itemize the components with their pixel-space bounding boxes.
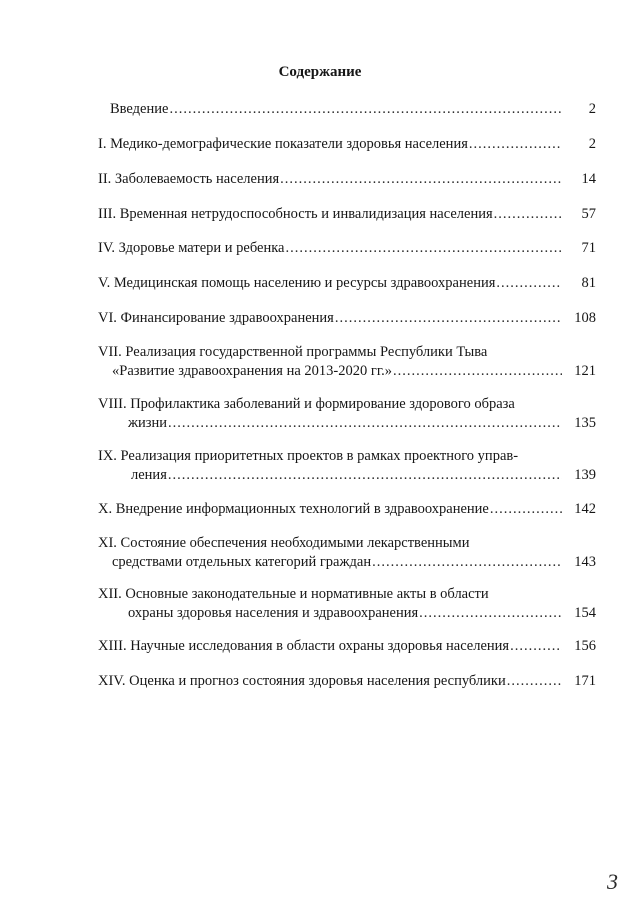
- toc-entry-page: 156: [574, 638, 596, 654]
- toc-entry-page: 135: [574, 415, 596, 431]
- toc-entry-title: VI. Финансирование здравоохранения: [98, 310, 334, 326]
- toc-entry-title: X. Внедрение информационных технологий в здравоохранение: [98, 501, 489, 517]
- toc-entry-introduction: [98, 100, 596, 119]
- toc-entry-page: 139: [574, 467, 596, 483]
- toc-entry-title: V. Медицинская помощь населению и ресурсы здравоохранения: [98, 275, 496, 291]
- toc-entry-title: «Развитие здравоохранения на 2013-2020 гг.»: [112, 363, 393, 379]
- toc-entry-page: 2: [588, 101, 596, 117]
- toc-entry-page: 71: [581, 240, 596, 256]
- toc-entry-page: 14: [581, 171, 596, 187]
- toc-entry-title: I. Медико-демографические показатели здоровья населения: [98, 136, 468, 152]
- toc-entry-section-10: [98, 500, 596, 519]
- toc-entry-title: II. Заболеваемость населения: [98, 171, 280, 187]
- toc-entry-title-line: VIII. Профилактика заболеваний и формирование здорового образа: [98, 396, 515, 412]
- toc-entry-section-14: [98, 672, 596, 691]
- toc-entry-page: 57: [581, 206, 596, 222]
- toc-entry-section-12: [98, 585, 596, 623]
- toc-entry-page: 143: [574, 554, 596, 570]
- toc-entry-page: 171: [574, 673, 596, 689]
- toc-entry-title: жизни: [128, 415, 168, 431]
- toc-entry-title-line: XI. Состояние обеспечения необходимыми лекарственными: [98, 535, 470, 551]
- toc-entry-title-line: VII. Реализация государственной программы Республики Тыва: [98, 344, 488, 360]
- toc-entry-section-1: [98, 135, 596, 154]
- toc-entry-title: XIV. Оценка и прогноз состояния здоровья населения республики: [98, 673, 506, 689]
- toc-entry-page: 81: [581, 275, 596, 291]
- page-title: Содержание: [278, 64, 362, 80]
- toc-entry-section-9: [98, 447, 596, 485]
- toc-entry-title-line: IX. Реализация приоритетных проектов в рамках проектного управ-: [98, 448, 519, 464]
- toc-entry-title: III. Временная нетрудоспособность и инвалидизация населения: [98, 206, 493, 222]
- toc-entry-title: Введение: [110, 101, 169, 117]
- toc-entry-title: IV. Здоровье матери и ребенка: [98, 240, 285, 256]
- toc-entry-section-4: [98, 239, 596, 258]
- toc-entry-page: 142: [574, 501, 596, 517]
- toc-entry-section-11: [98, 534, 596, 572]
- toc-entry-page: 121: [574, 363, 596, 379]
- toc-entry-title: охраны здоровья населения и здравоохранения: [128, 605, 419, 621]
- toc-entry-page: 108: [574, 310, 596, 326]
- toc-entry-title: средствами отдельных категорий граждан: [112, 554, 372, 570]
- page-number: 3: [607, 869, 618, 894]
- toc-entry-section-8: [98, 395, 596, 433]
- toc-entry-section-3: [98, 205, 596, 224]
- toc-entry-section-2: [98, 170, 596, 189]
- toc-entry-title: XIII. Научные исследования в области охраны здоровья населения: [98, 638, 510, 654]
- toc-entry-title-line: XII. Основные законодательные и нормативные акты в области: [98, 586, 489, 602]
- toc-entry-section-13: [98, 637, 596, 656]
- toc-entry-section-7: [98, 343, 596, 381]
- toc-entry-title: ления: [131, 467, 167, 483]
- toc-entry-page: 154: [574, 605, 596, 621]
- toc-entry-page: 2: [588, 136, 596, 152]
- toc-entry-section-6: [98, 309, 596, 328]
- toc-entry-section-5: [98, 274, 596, 293]
